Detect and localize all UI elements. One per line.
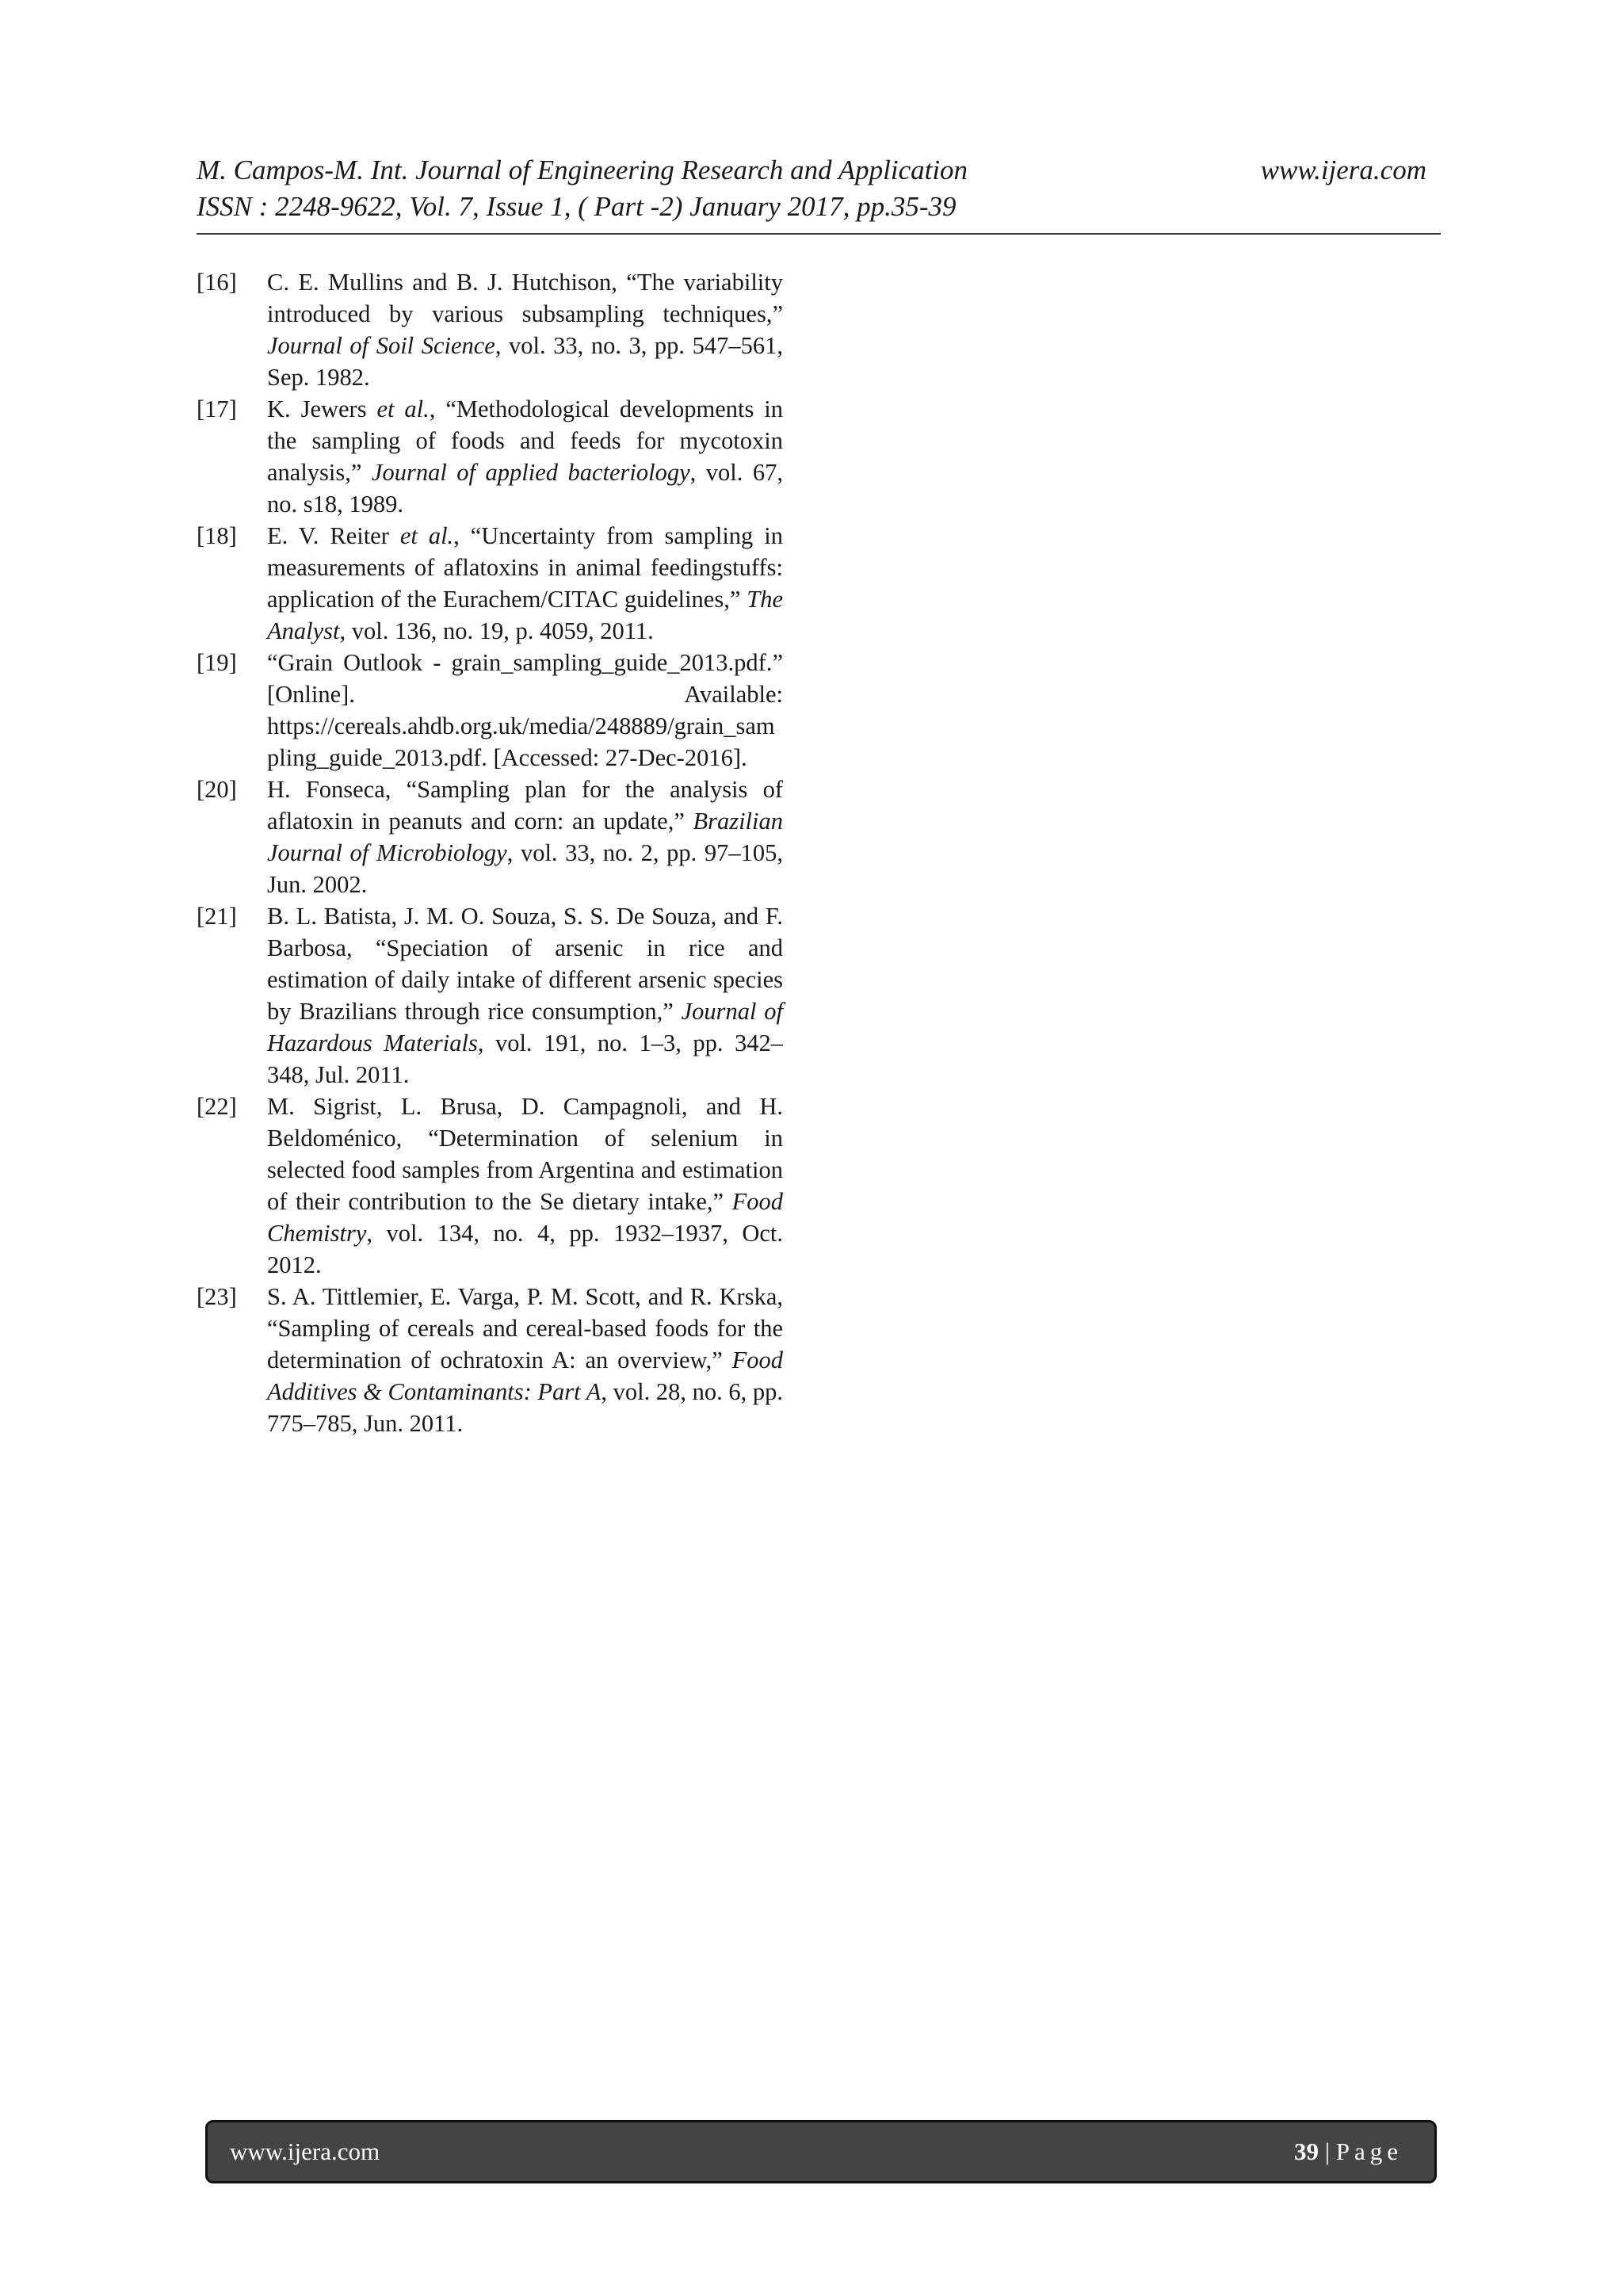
header-divider [197, 233, 1441, 235]
reference-text: M. Sigrist, L. Brusa, D. Campagnoli, and H. Beldoménico, “Determination of selenium in selected food samples from Argentina and estimation of their contribution to the Se dietary intake,” Food Chemistry, vol. 134, no. 4, pp. 1932–1937, Oct. 2012. [267, 1093, 783, 1278]
page-number: 39 [1294, 2137, 1319, 2165]
reference-text: E. V. Reiter et al., “Uncertainty from sampling in measurements of aflatoxins in animal feedingstuffs: application of the Eurachem/CITAC guidelines,” The Analyst, vol. 136, no. 19, p. 4059, 2011. [267, 522, 783, 644]
reference-number: [19] [197, 649, 237, 676]
reference-text: S. A. Tittlemier, E. Varga, P. M. Scott, and R. Krska, “Sampling of cereals and cereal-based foods for the determination of ochratoxin A: an overview,” Food Additives & Contaminants: Part A, vol. 28, no. 6, pp. 775–785, Jun. 2011. [267, 1283, 783, 1437]
reference-text: B. L. Batista, J. M. O. Souza, S. S. De Souza, and F. Barbosa, “Speciation of arsenic in rice and estimation of daily intake of different arsenic species by Brazilians through rice consumption,” Journal of Hazardous Materials, vol. 191, no. 1–3, pp. 342–348, Jul. 2011. [267, 903, 784, 1088]
reference-item [197, 647, 783, 774]
reference-item [197, 1091, 783, 1281]
reference-text: K. Jewers et al., “Methodological developments in the sampling of foods and feeds for mycotoxin analysis,” Journal of applied bacteriology, vol. 67, no. s18, 1989. [267, 395, 783, 518]
page-indicator [1294, 2137, 1403, 2166]
reference-number: [16] [197, 269, 237, 296]
reference-item [197, 266, 783, 393]
reference-item [197, 774, 783, 900]
footer-website: www.ijera.com [230, 2137, 380, 2165]
reference-text: H. Fonseca, “Sampling plan for the analysis of aflatoxin in peanuts and corn: an update,” Brazilian Journal of Microbiology, vol. 33, no. 2, pp. 97–105, Jun. 2002. [267, 776, 783, 898]
reference-number: [21] [197, 903, 237, 930]
reference-number: [17] [197, 395, 237, 422]
reference-item [197, 1281, 783, 1439]
page-separator: | [1319, 2137, 1336, 2165]
reference-list [197, 266, 783, 1439]
reference-item [197, 900, 783, 1091]
reference-text: C. E. Mullins and B. J. Hutchison, “The variability introduced by various subsampling techniques,” Journal of Soil Science, vol. 33, no. 3, pp. 547–561, Sep. 1982. [267, 269, 783, 391]
running-header [197, 152, 1426, 225]
reference-item [197, 393, 783, 520]
reference-number: [23] [197, 1283, 237, 1310]
header-line-2 [197, 189, 1426, 225]
reference-text: “Grain Outlook - grain_sampling_guide_2013.pdf.” [Online]. Available: https://cereals.ahdb.org.uk/media/248889/grain_sampling_guide_2013.pdf. [Accessed: 27-Dec-2016]. [267, 649, 783, 771]
header-line-1 [197, 152, 1426, 189]
journal-citation: M. Campos-M. Int. Journal of Engineering Research and Application [197, 155, 968, 185]
reference-item [197, 520, 783, 647]
page-footer [205, 2120, 1437, 2183]
reference-number: [22] [197, 1093, 237, 1120]
reference-number: [18] [197, 522, 237, 549]
issn-volume-info: ISSN : 2248-9622, Vol. 7, Issue 1, ( Part -2) January 2017, pp.35-39 [197, 191, 957, 222]
reference-number: [20] [197, 776, 237, 803]
page-label: Page [1335, 2137, 1403, 2165]
journal-website: www.ijera.com [1260, 155, 1426, 185]
